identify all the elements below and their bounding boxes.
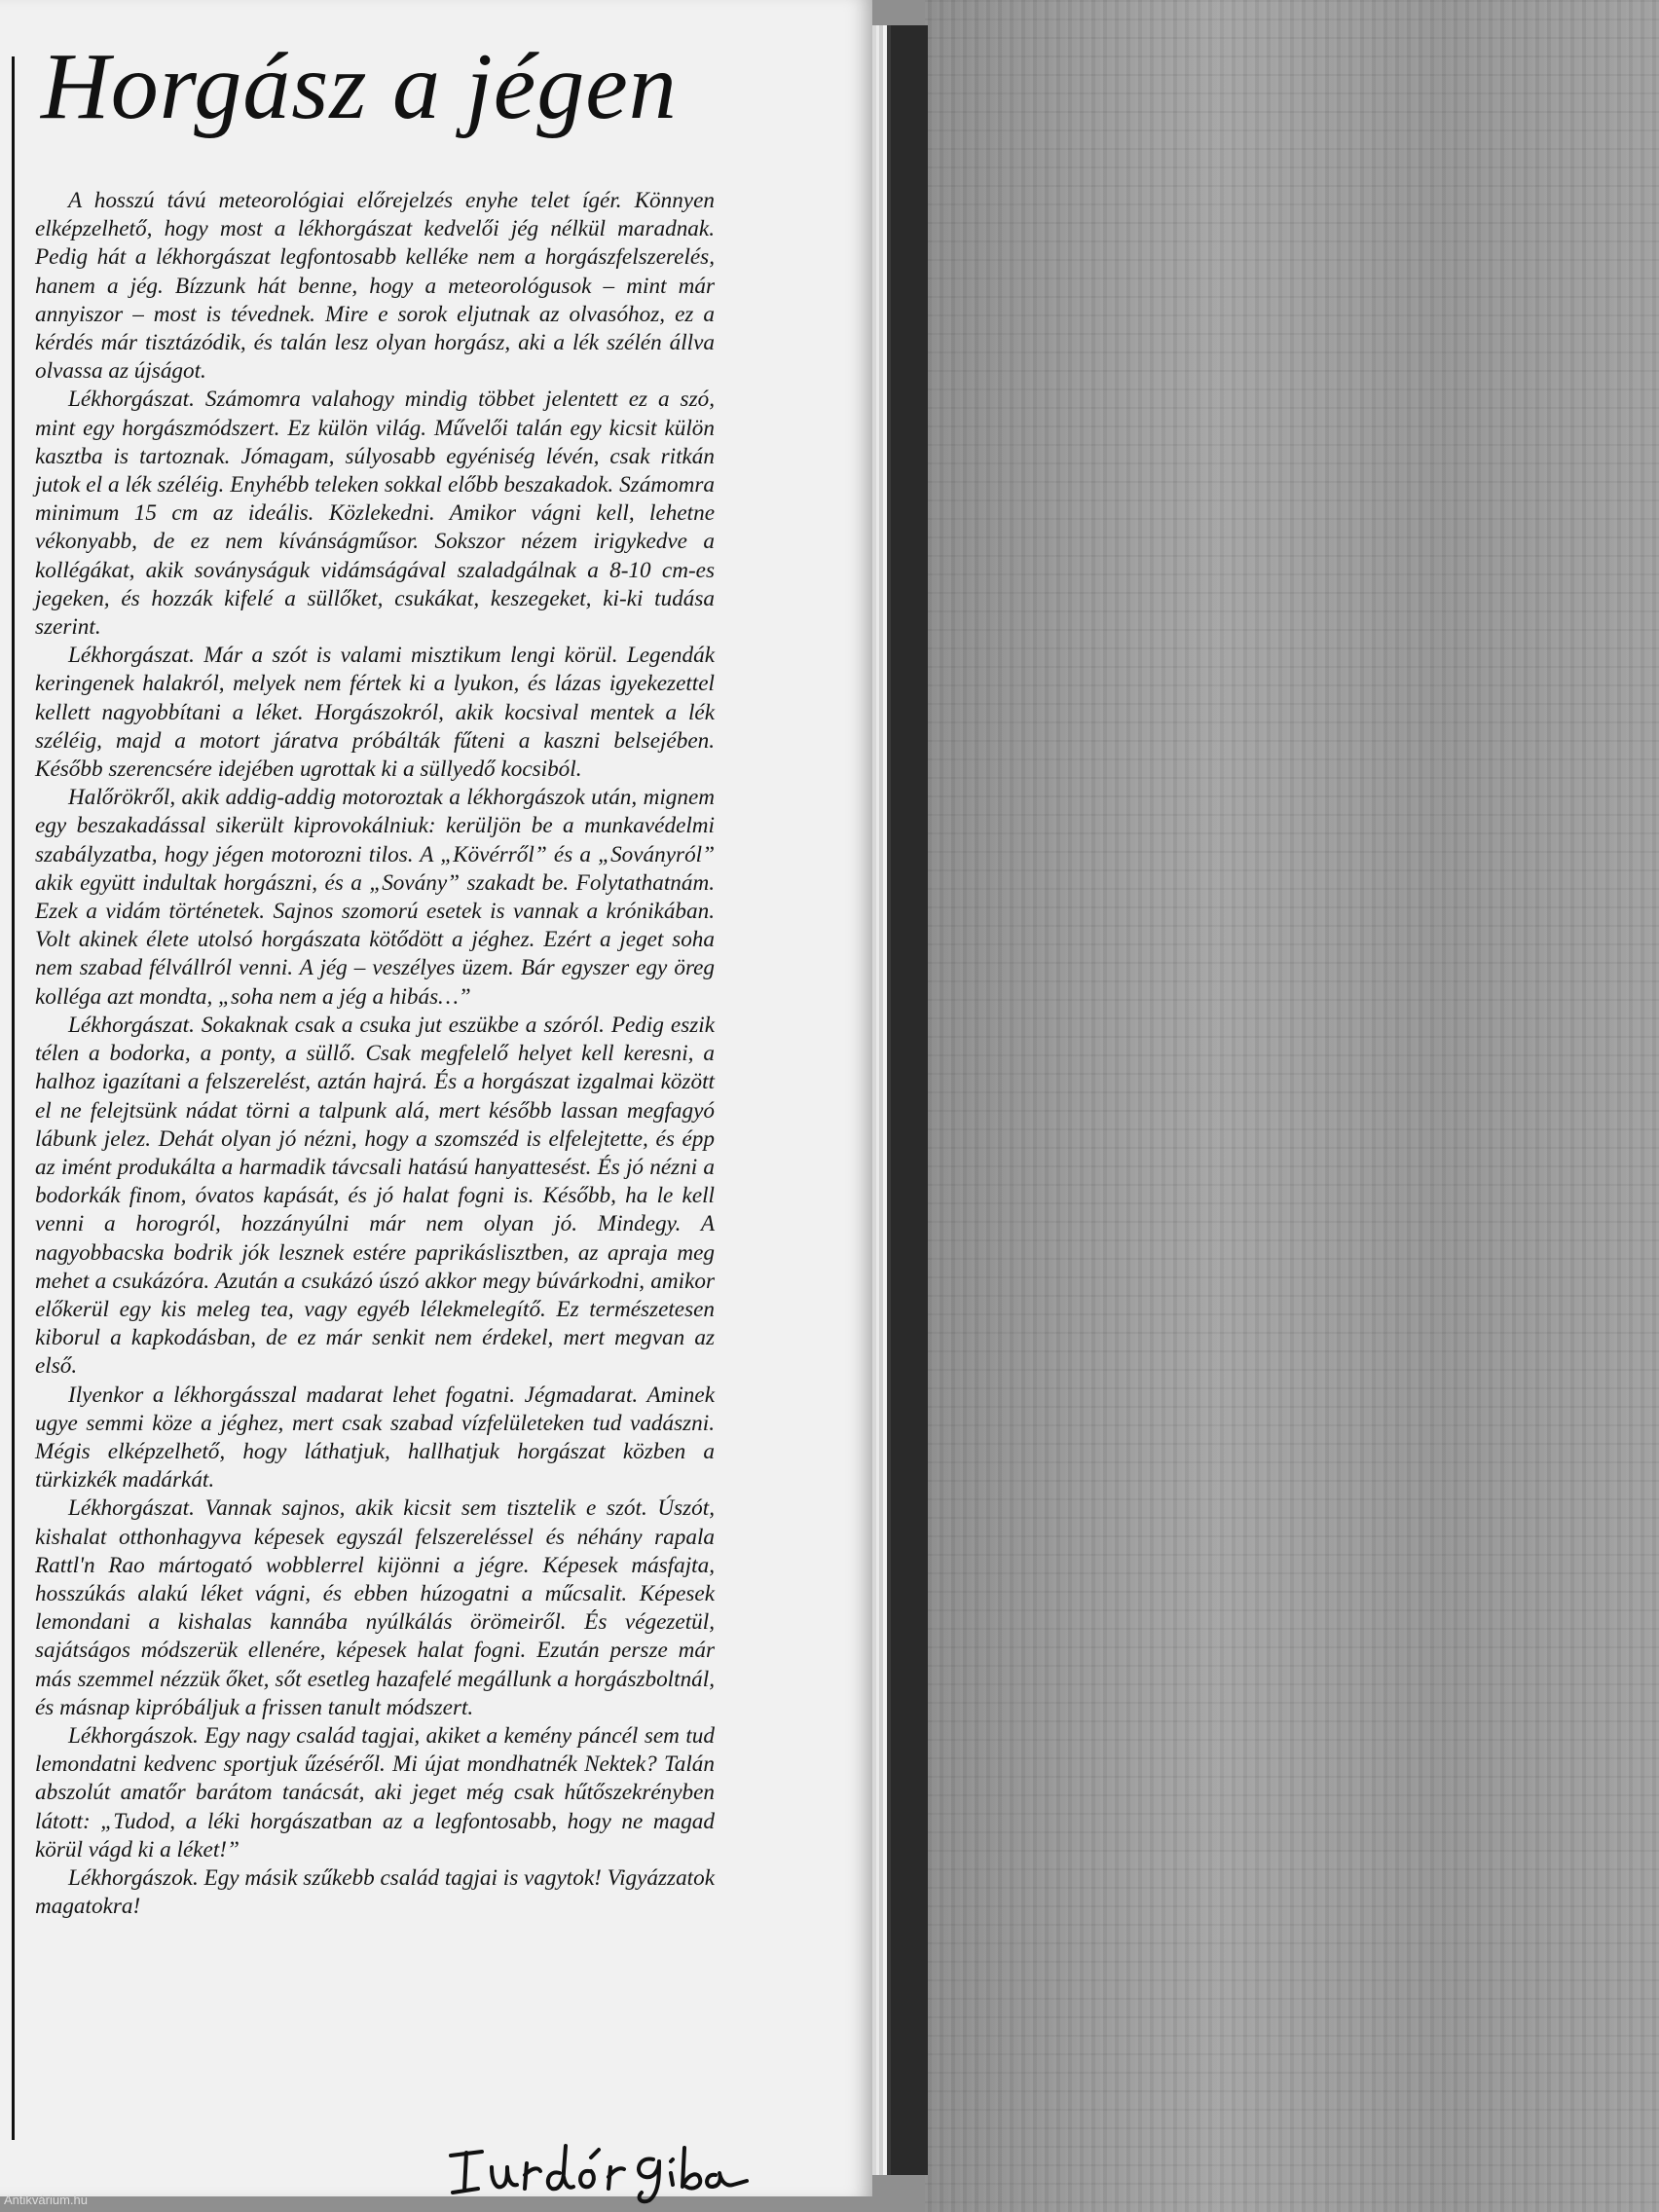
paragraph: Lékhorgászat. Számomra valahogy mindig többet jelentett ez a szó, mint egy horgászmódszert. Ez külön világ. Művelői talán egy kicsit külön kasztba is tartoznak. Jómagam, súlyosabb egyéniség lévén, csak ritkán jutok el a lék széléig. Enyhébb teleken sokkal előbb beszakadok. Számomra minimum 15 cm az ideális. Közlekedni. Amikor vágni kell, lehetne vékonyabb, de ez nem kívánságműsor. Sokszor nézem irigykedve a kollégákat, akik soványságuk vidámságával szaladgálnak a 8-10 cm-es jegeken, és hozzák kifelé a süllőket, csukákat, keszegeket, ki-ki tudása szerint. bbox=[35, 387, 715, 641]
wooden-background bbox=[925, 0, 1659, 2212]
paragraph: A hosszú távú meteorológiai előrejelzés enyhe telet ígér. Könnyen elképzelhető, hogy most a lékhorgászat kedvelői jég nélkül maradnak. Pedig hát a lékhorgászat legfontosabb kelléke nem a horgászfelszerelés, hanem a jég. Bízzunk hát benne, hogy a meteorológusok – mint már annyiszor – most is tévednek. Mire e sorok eljutnak az olvasóhoz, ez a kérdés már tisztázódik, és talán lesz olyan horgász, aki a lék szélén állva olvassa az újságot. bbox=[35, 188, 715, 385]
left-margin-rule bbox=[12, 56, 15, 2140]
paragraph: Ilyenkor a lékhorgásszal madarat lehet fogatni. Jégmadarat. Aminek ugye semmi köze a jéghez, mert csak szabad vízfelületeken tud vadászni. Mégis elképzelhető, hogy láthatjuk, hallhatjuk horgászat közben a türkizkék madárkát. bbox=[35, 1382, 715, 1493]
book-page-edges bbox=[871, 25, 928, 2175]
paragraph: Lékhorgászat. Már a szót is valami misztikum lengi körül. Legendák keringenek halakról, melyek nem fértek ki a lyukon, és lázas igyekezettel kellett nagyobbítani a léket. Horgászokról, akik kocsival mentek a lék széléig, majd a motort járatva próbálták fűteni a kaszni belsejében. Később szerencsére idejében ugrottak ki a süllyedő kocsiból. bbox=[35, 643, 715, 783]
watermark-text: Antikvárium.hu bbox=[4, 2193, 88, 2207]
author-signature bbox=[443, 2138, 764, 2206]
paragraph: Halőrökről, akik addig-addig motoroztak a lékhorgászok után, mignem egy beszakadással sikerült kiprovokálniuk: kerüljön be a munkavédelmi szabályzatba, hogy jégen motorozni tilos. A „Kövérről” és a „Soványról” akik együtt indultak horgászni, és a „Sovány” szakadt be. Folytathatnám. Ezek a vidám történetek. Sajnos szomorú esetek is vannak a krónikában. Volt akinek élete utolsó horgászata kötődött a jéghez. Ezért a jeget soha nem szabad félvállról venni. A jég – veszélyes üzem. Bár egyszer egy öreg kolléga azt mondta, „soha nem a jég a hibás…” bbox=[35, 785, 715, 1010]
paragraph: Lékhorgászat. Sokaknak csak a csuka jut eszükbe a szóról. Pedig eszik télen a bodorka, a ponty, a süllő. Csak megfelelő helyet kell keresni, a halhoz igazítani a felszerelést, aztán hajrá. És a horgászat izgalmai között el ne felejtsünk nádat törni a talpunk alá, mert később lassan megfagyó lábunk jelez. Dehát olyan jó nézni, hogy a szomszéd is elfelejtette, és épp az imént produkálta a harmadik távcsali hatású hanyattesést. És jó nézni a bodorkák finom, óvatos kapását, és jó halat fogni is. Később, ha le kell venni a horogról, hozzányúlni már nem olyan jó. Mindegy. A nagyobbacska bodrik jók lesznek estére paprikáslisztben, az apraja meg mehet a csukázóra. Azután a csukázó úszó akkor megy búvárkodni, amikor előkerül egy kis meleg tea, vagy egyéb lélekmelegítő. Ez természetesen kiborul a kapkodásban, de ez már senkit nem érdekel, mert megvan az első. bbox=[35, 1012, 715, 1380]
paragraph: Lékhorgászat. Vannak sajnos, akik kicsit sem tisztelik e szót. Úszót, kishalat otthonhagyva képesek egyszál felszereléssel és néhány rapala Rattl'n Rao mártogató wobblerrel kijönni a jégre. Képesek másfajta, hosszúkás alakú léket vágni, és ebben húzogatni a műcsalit. Képesek lemondani a kishalas kannába nyúlkálás örömeiről. És végezetül, sajátságos módszerük ellenére, képesek halat fogni. Ezután persze már más szemmel nézzük őket, sőt esetleg hazafelé megállunk a horgászboltnál, és másnap kipróbáljuk a frissen tanult módszert. bbox=[35, 1495, 715, 1720]
article-title: Horgász a jégen bbox=[41, 34, 678, 139]
paragraph: Lékhorgászok. Egy nagy család tagjai, akiket a kemény páncél sem tud lemondatni kedvenc sportjuk űzéséről. Mi újat mondhatnék Nektek? Talán abszolút amatőr barátom tanácsát, aki jeget még csak hűtőszekrényben látott: „Tudod, a léki horgászatban az a legfontosabb, hogy ne magad körül vágd ki a léket!” bbox=[35, 1722, 715, 1862]
article-body bbox=[35, 187, 715, 1921]
paragraph: Lékhorgászok. Egy másik szűkebb család tagjai is vagytok! Vigyázzatok magatokra! bbox=[35, 1864, 715, 1920]
